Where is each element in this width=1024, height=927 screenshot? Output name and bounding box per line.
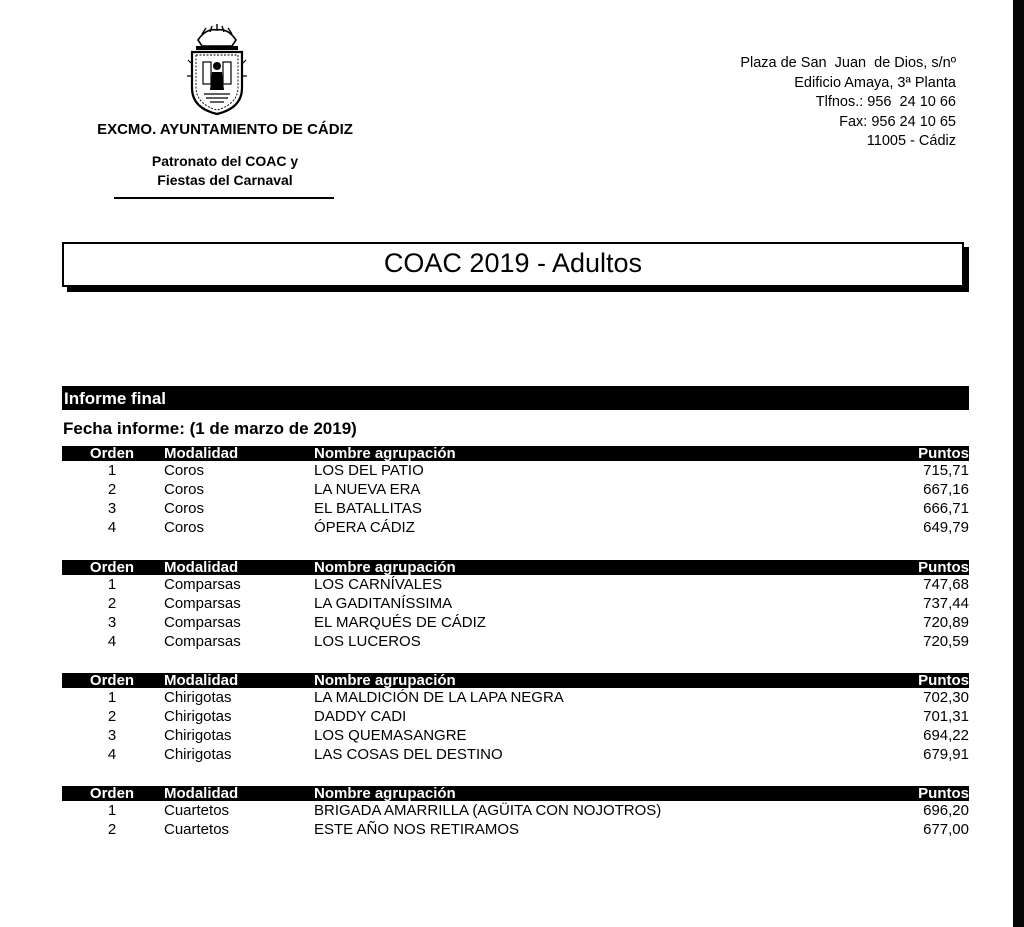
- cell-modalidad: Coros: [164, 481, 205, 498]
- cell-modalidad: Coros: [164, 519, 205, 536]
- cell-puntos: 677,00: [923, 821, 969, 838]
- results-table-comparsas: [62, 560, 969, 651]
- column-header-nombre: Nombre agrupación: [314, 672, 456, 689]
- cell-puntos: 649,79: [923, 519, 969, 536]
- address-line: Fax: 956 24 10 65: [839, 113, 956, 130]
- column-header-puntos: Puntos: [918, 785, 969, 802]
- cell-orden: 2: [107, 595, 117, 612]
- report-date: Fecha informe: (1 de marzo de 2019): [63, 419, 357, 438]
- cell-puntos: 737,44: [923, 595, 969, 612]
- column-header-modalidad: Modalidad: [164, 785, 239, 802]
- cell-modalidad: Comparsas: [164, 633, 241, 650]
- cell-nombre: ESTE AÑO NOS RETIRAMOS: [314, 821, 520, 838]
- results-table-coros: [62, 446, 969, 537]
- column-header-modalidad: Modalidad: [164, 672, 239, 689]
- department-line: Patronato del COAC y: [151, 153, 299, 169]
- department-line: Fiestas del Carnaval: [157, 172, 293, 188]
- table-header: [62, 673, 969, 688]
- cell-puntos: 747,68: [923, 576, 969, 593]
- cell-nombre: EL BATALLITAS: [314, 500, 422, 517]
- cell-nombre: LA GADITANÍSSIMA: [314, 595, 453, 612]
- cell-modalidad: Cuartetos: [164, 802, 230, 819]
- column-header-orden: Orden: [89, 785, 135, 802]
- cell-puntos: 702,30: [923, 689, 969, 706]
- cell-modalidad: Comparsas: [164, 595, 241, 612]
- column-header-puntos: Puntos: [918, 672, 969, 689]
- cell-orden: 3: [107, 500, 117, 517]
- cell-puntos: 679,91: [923, 746, 969, 763]
- table-row: [62, 801, 969, 820]
- cell-nombre: LOS QUEMASANGRE: [314, 727, 467, 744]
- cell-orden: 2: [107, 821, 117, 838]
- address-line: Edificio Amaya, 3ª Planta: [794, 74, 956, 91]
- cell-orden: 3: [107, 727, 117, 744]
- city-seal-icon: [186, 24, 248, 116]
- column-header-orden: Orden: [89, 445, 135, 462]
- cell-nombre: LAS COSAS DEL DESTINO: [314, 746, 503, 763]
- cell-puntos: 701,31: [923, 708, 969, 725]
- cell-orden: 3: [107, 614, 117, 631]
- header-divider: [114, 197, 334, 199]
- address-line: Tlfnos.: 956 24 10 66: [815, 94, 956, 110]
- cell-modalidad: Chirigotas: [164, 689, 232, 706]
- cell-modalidad: Chirigotas: [164, 708, 232, 725]
- cell-modalidad: Chirigotas: [164, 746, 232, 763]
- column-header-puntos: Puntos: [918, 445, 969, 462]
- document-title: COAC 2019 - Adultos: [62, 242, 964, 287]
- cell-puntos: 715,71: [923, 462, 969, 479]
- cell-orden: 1: [107, 802, 117, 819]
- cell-nombre: EL MARQUÉS DE CÁDIZ: [314, 614, 486, 631]
- table-row: [62, 594, 969, 613]
- cell-orden: 1: [107, 689, 117, 706]
- column-header-nombre: Nombre agrupación: [314, 559, 456, 576]
- organization-name: EXCMO. AYUNTAMIENTO DE CÁDIZ: [97, 121, 353, 138]
- cell-puntos: 696,20: [923, 802, 969, 819]
- column-header-orden: Orden: [89, 672, 135, 689]
- table-row: [62, 575, 969, 594]
- table-row: [62, 632, 969, 651]
- cell-modalidad: Comparsas: [164, 614, 241, 631]
- column-header-modalidad: Modalidad: [164, 445, 239, 462]
- table-row: [62, 461, 969, 480]
- cell-nombre: BRIGADA AMARRILLA (AGÜITA CON NOJOTROS): [314, 802, 662, 819]
- cell-orden: 4: [107, 519, 117, 536]
- column-header-nombre: Nombre agrupación: [314, 445, 456, 462]
- table-row: [62, 707, 969, 726]
- cell-modalidad: Comparsas: [164, 576, 241, 593]
- column-header-modalidad: Modalidad: [164, 559, 239, 576]
- table-row: [62, 499, 969, 518]
- cell-nombre: LOS CARNÍVALES: [314, 576, 443, 593]
- page-edge: [1013, 0, 1024, 927]
- cell-nombre: LA NUEVA ERA: [314, 481, 421, 498]
- cell-nombre: DADDY CADI: [314, 708, 407, 725]
- column-header-nombre: Nombre agrupación: [314, 785, 456, 802]
- table-row: [62, 688, 969, 707]
- table-row: [62, 518, 969, 537]
- cell-puntos: 720,59: [923, 633, 969, 650]
- cell-nombre: ÓPERA CÁDIZ: [314, 519, 415, 536]
- cell-modalidad: Coros: [164, 462, 205, 479]
- address-line: 11005 - Cádiz: [866, 133, 956, 149]
- cell-orden: 4: [107, 746, 117, 763]
- cell-puntos: 666,71: [923, 500, 969, 517]
- cell-puntos: 667,16: [923, 481, 969, 498]
- cell-orden: 1: [107, 576, 117, 593]
- cell-orden: 2: [107, 708, 117, 725]
- table-row: [62, 480, 969, 499]
- column-header-orden: Orden: [89, 559, 135, 576]
- column-header-puntos: Puntos: [918, 559, 969, 576]
- table-header: [62, 446, 969, 461]
- table-row: [62, 820, 969, 839]
- cell-nombre: LA MALDICIÓN DE LA LAPA NEGRA: [314, 689, 564, 706]
- results-table-chirigotas: [62, 673, 969, 764]
- cell-modalidad: Chirigotas: [164, 727, 232, 744]
- results-table-cuartetos: [62, 786, 969, 839]
- table-header: [62, 786, 969, 801]
- cell-nombre: LOS LUCEROS: [314, 633, 421, 650]
- cell-modalidad: Coros: [164, 500, 205, 517]
- cell-orden: 1: [107, 462, 117, 479]
- cell-orden: 2: [107, 481, 117, 498]
- address-block: [640, 54, 956, 152]
- report-heading: Informe final: [62, 386, 969, 410]
- cell-nombre: LOS DEL PATIO: [314, 462, 424, 479]
- address-line: Plaza de San Juan de Dios, s/nº: [740, 55, 956, 71]
- cell-orden: 4: [107, 633, 117, 650]
- table-row: [62, 613, 969, 632]
- table-row: [62, 745, 969, 764]
- cell-puntos: 720,89: [923, 614, 969, 631]
- table-header: [62, 560, 969, 575]
- table-row: [62, 726, 969, 745]
- cell-modalidad: Cuartetos: [164, 821, 230, 838]
- cell-puntos: 694,22: [923, 727, 969, 744]
- department-name: [110, 152, 340, 190]
